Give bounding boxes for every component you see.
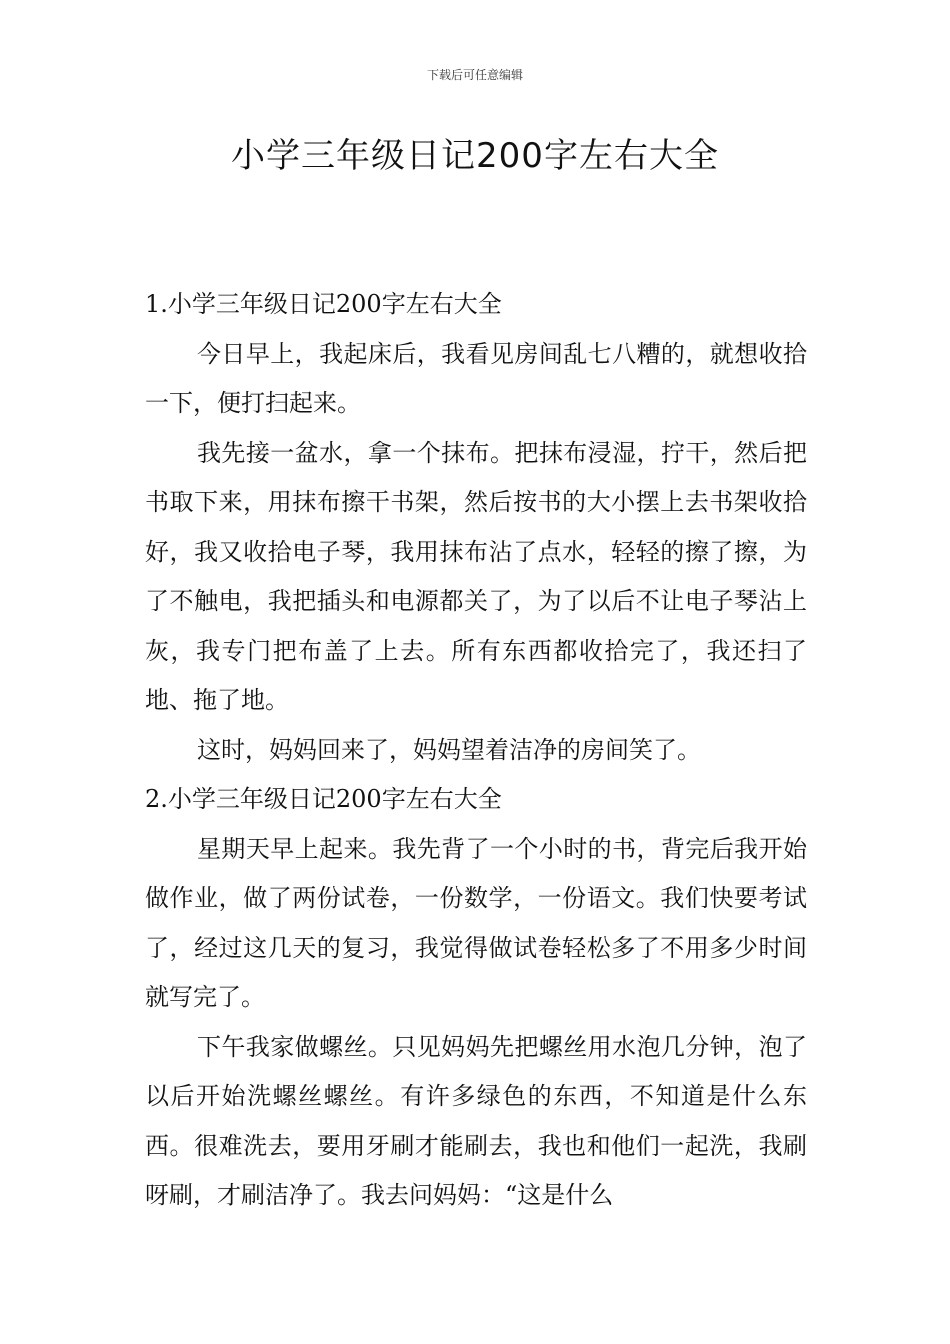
paragraph: 这时，妈妈回来了，妈妈望着洁净的房间笑了。 [197,735,701,764]
paragraph: 下午我家做螺丝。只见妈妈先把螺丝用水泡几分钟，泡了以后开始洗螺丝螺丝。有许多绿色的东西，不知道是什么东西。很难洗去，要用牙刷才能刷去，我也和他们一起洗，我刷呀刷，才刷洁净了。我去问妈妈：“这是什么 [145,1032,807,1209]
paragraph: 今日早上，我起床后，我看见房间乱七八糟的，就想收拾一下，便打扫起来。 [145,339,807,417]
paragraph: 我先接一盆水，拿一个抹布。把抹布浸湿，拧干，然后把书取下来，用抹布擦干书架，然后按书的大小摆上去书架收拾好，我又收拾电子琴，我用抹布沾了点水，轻轻的擦了擦，为了不触电，我把插头和电源都关了，为了以后不让电子琴沾上灰，我专门把布盖了上去。所有东西都收拾完了，我还扫了地、拖了地。 [145,438,807,714]
section-heading: 1.小学三年级日记200字左右大全 [145,290,502,318]
document-body [145,280,807,1221]
page-header-note: 下载后可任意编辑 [426,68,523,82]
document-title: 小学三年级日记200字左右大全 [231,136,719,176]
paragraph: 星期天早上起来。我先背了一个小时的书，背完后我开始做作业，做了两份试卷，一份数学，一份语文。我们快要考试了，经过这几天的复习，我觉得做试卷轻松多了不用多少时间就写完了。 [145,834,807,1011]
section-heading: 2.小学三年级日记200字左右大全 [145,785,502,813]
